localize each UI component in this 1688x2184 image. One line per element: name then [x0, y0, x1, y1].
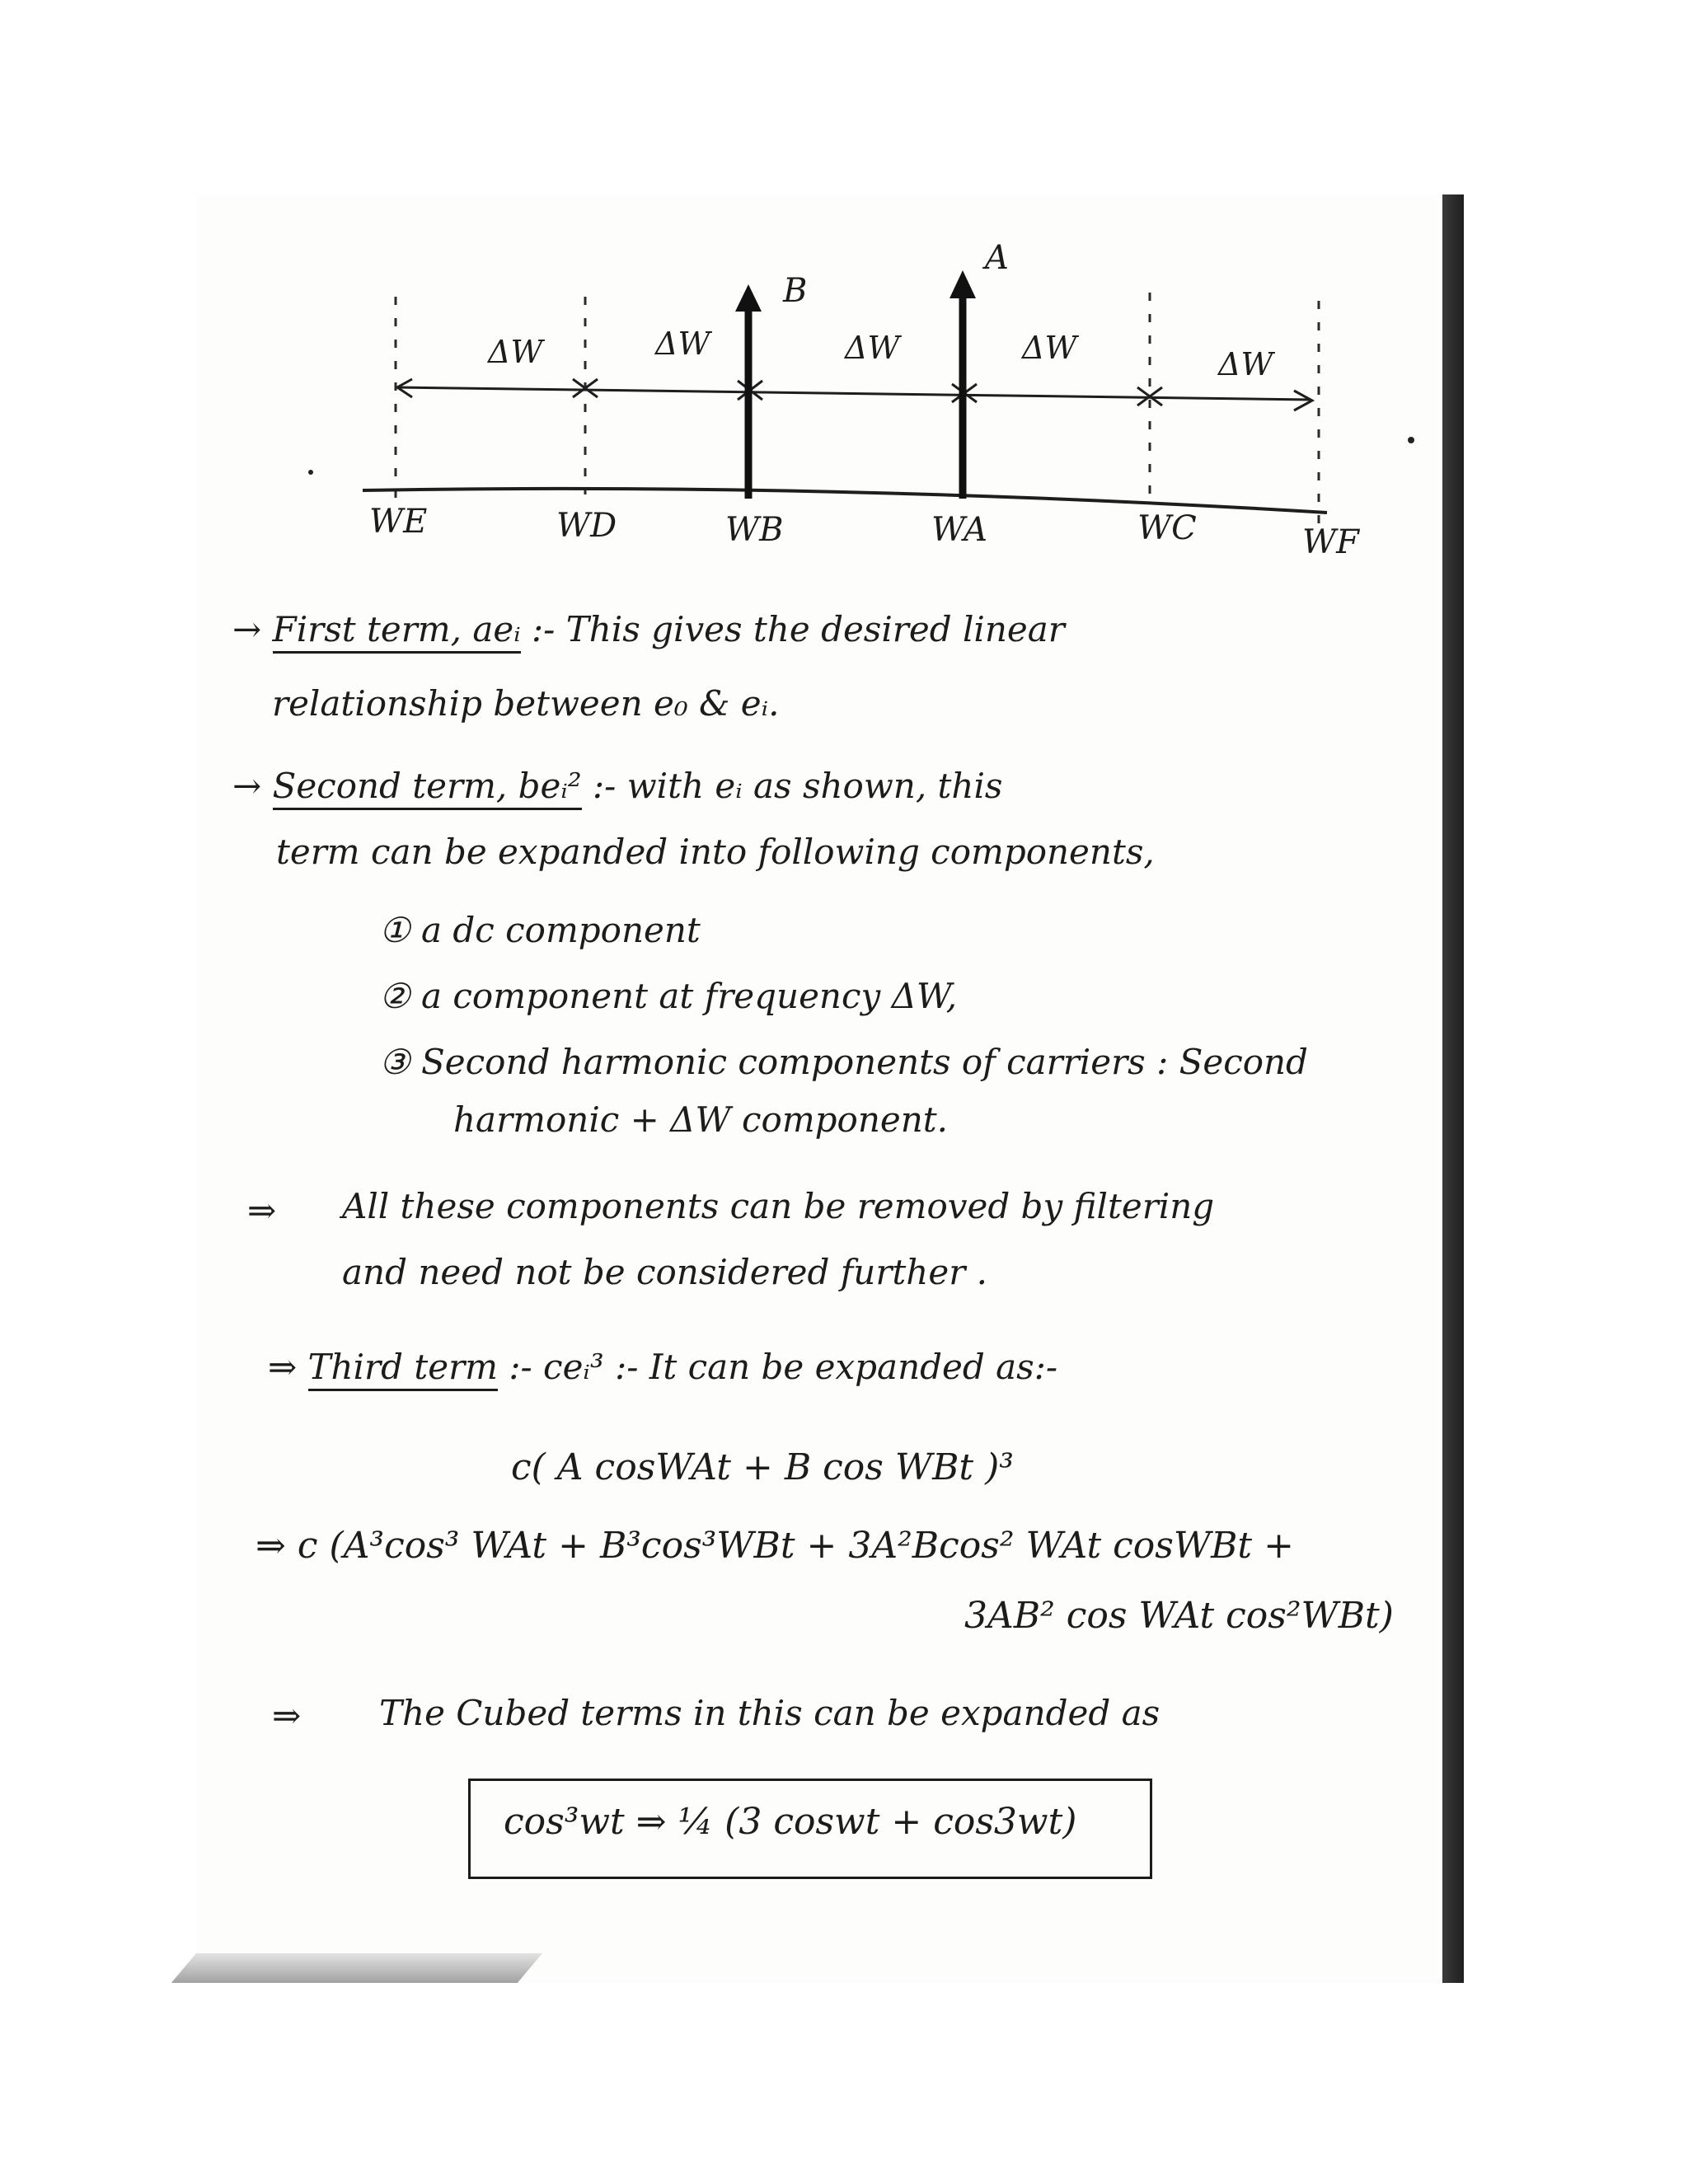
- cross-tick: [573, 379, 598, 397]
- equation-3: 3AB² cos WAt cos²WBt): [964, 1595, 1394, 1637]
- second-term-body-2: term can be expanded into following components,: [276, 832, 1155, 872]
- freq-label-wb: WB: [725, 511, 784, 549]
- amplitude-label-b: B: [783, 272, 808, 310]
- freq-label-wf: WF: [1302, 523, 1359, 561]
- third-term-heading: Third term: [308, 1347, 498, 1391]
- spacing-line: [397, 387, 1311, 400]
- list-item-3b: harmonic + ΔW component.: [453, 1099, 949, 1140]
- second-term-body: :- with eᵢ as shown, this: [593, 766, 1003, 806]
- list-item-1: ① a dc component: [379, 910, 701, 950]
- boxed-identity: [468, 1779, 1152, 1879]
- delta-label: ΔW: [655, 326, 710, 362]
- freq-label-wc: WC: [1137, 509, 1197, 547]
- first-term-heading: First term, aeᵢ: [273, 609, 521, 654]
- conclusion-line-2: and need not be considered further .: [342, 1252, 987, 1292]
- amplitude-label-a: A: [985, 239, 1009, 277]
- third-term-body: :- ceᵢ³ :- It can be expanded as:-: [509, 1347, 1058, 1387]
- delta-label: ΔW: [1022, 330, 1077, 366]
- list-item-3: ③ Second harmonic components of carriers : Second: [379, 1042, 1308, 1082]
- equation-1: c( A cosWAt + B cos WBt )³: [511, 1446, 1014, 1488]
- list-item-2: ② a component at frequency ΔW,: [379, 976, 958, 1016]
- cubed-arrow: ⇒: [272, 1695, 302, 1736]
- delta-label: ΔW: [845, 330, 900, 366]
- boxed-equation: cos³wt ⇒ ¼ (3 coswt + cos3wt): [504, 1801, 1077, 1843]
- conclusion-arrow: ⇒: [247, 1190, 277, 1230]
- first-term-line: → First term, aeᵢ :- This gives the desired linear: [232, 610, 1065, 649]
- equation-2: ⇒ c (A³cos³ WAt + B³cos³WBt + 3A²Bcos² WAt cosWBt +: [256, 1525, 1294, 1567]
- second-term-line: → Second term, beᵢ² :- with eᵢ as shown, this: [232, 766, 1002, 806]
- first-term-body-2: relationship between e₀ & eᵢ.: [272, 683, 780, 724]
- carrier-b-arrowhead: [735, 284, 762, 312]
- second-term-heading: Second term, beᵢ²: [273, 766, 582, 810]
- conclusion-line-1: All these components can be removed by filtering: [342, 1186, 1215, 1226]
- cubed-terms-text: The Cubed terms in this can be expanded as: [379, 1693, 1160, 1733]
- delta-label: ΔW: [488, 334, 543, 370]
- frequency-spectrum-diagram: [0, 0, 1688, 577]
- delta-label: ΔW: [1218, 346, 1273, 382]
- freq-label-we: WE: [369, 503, 428, 541]
- freq-label-wa: WA: [931, 511, 988, 549]
- carrier-a-arrowhead: [950, 270, 976, 298]
- first-term-body: :- This gives the desired linear: [532, 609, 1065, 649]
- freq-label-wd: WD: [556, 507, 617, 545]
- page-corner-shadow: [171, 1953, 542, 1983]
- third-term-line: ⇒ Third term :- ceᵢ³ :- It can be expanded as:-: [268, 1347, 1057, 1387]
